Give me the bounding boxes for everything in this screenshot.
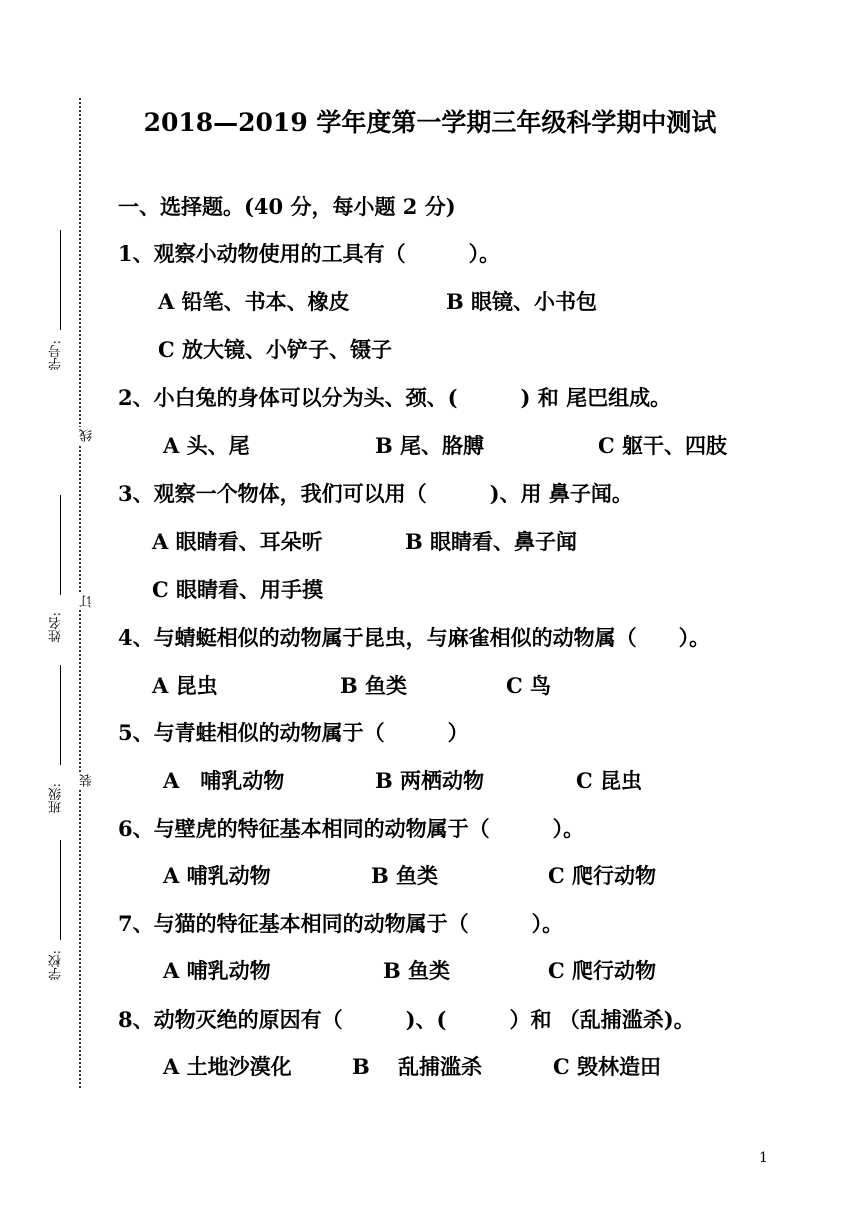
option-c: C 爬行动物: [548, 863, 657, 888]
page-title: 2018—2019 学年度第一学期三年级科学期中测试: [143, 108, 717, 137]
binding-mark-xian: 线: [80, 429, 95, 442]
binding-mark-zhuang: 装: [80, 774, 95, 787]
option-c: C 放大镜、小铲子、镊子: [158, 337, 393, 362]
option-a: A 铅笔、书本、橡皮: [158, 289, 350, 314]
question-5: 5、与青蛙相似的动物属于（ ）: [118, 720, 469, 745]
school-label: 学校:: [49, 950, 64, 981]
question-4: 4、与蜻蜓相似的动物属于昆虫，与麻雀相似的动物属（ ）。: [118, 625, 711, 650]
option-c: C 躯干、四肢: [598, 433, 728, 458]
question-1: 1、观察小动物使用的工具有（ ）。: [118, 241, 501, 266]
option-a: A 哺乳动物: [163, 958, 271, 983]
question-7: 7、与猫的特征基本相同的动物属于（ ）。: [118, 911, 564, 936]
school-line: [60, 840, 61, 940]
option-b: B 鱼类: [383, 958, 451, 983]
option-b: B 鱼类: [371, 863, 439, 888]
option-a: A 头、尾: [163, 433, 250, 458]
option-c: C 鸟: [506, 673, 552, 698]
option-c: C 昆虫: [576, 768, 643, 793]
section-heading: 一、选择题。(40 分，每小题 2 分): [118, 194, 456, 219]
student-id-line: [60, 230, 61, 330]
student-id-label: 学号:: [49, 340, 64, 371]
option-a: A 哺乳动物: [163, 863, 271, 888]
option-b: B 两栖动物: [375, 768, 485, 793]
option-c: C 眼睛看、用手摸: [152, 577, 324, 602]
class-label: 班级:: [49, 783, 64, 814]
question-2: 2、小白兔的身体可以分为头、颈、( ) 和 尾巴组成。: [118, 385, 672, 410]
question-3: 3、观察一个物体，我们可以用（ )、用 鼻子闻。: [118, 481, 633, 506]
name-label: 姓名:: [49, 612, 64, 643]
page-number: 1: [759, 1150, 768, 1166]
binding-mark-ding: 订: [80, 595, 95, 608]
option-b: B 尾、胳膊: [375, 433, 485, 458]
option-a: A 昆虫: [152, 673, 218, 698]
option-a: A 哺乳动物: [163, 768, 285, 793]
option-b: B 眼睛看、鼻子闻: [405, 529, 578, 554]
option-a: A 眼睛看、耳朵听: [152, 529, 323, 554]
question-8: 8、动物灭绝的原因有（ )、( ）和 （乱捕滥杀)。: [118, 1007, 695, 1032]
name-line: [60, 495, 61, 595]
option-b: B 鱼类: [340, 673, 408, 698]
option-a: A 土地沙漠化: [163, 1054, 292, 1079]
option-b: B 乱捕滥杀: [352, 1054, 483, 1079]
option-c: C 毁林造田: [553, 1054, 662, 1079]
question-6: 6、与壁虎的特征基本相同的动物属于（ ）。: [118, 816, 585, 841]
option-b: B 眼镜、小书包: [446, 289, 598, 314]
class-line: [60, 665, 61, 765]
option-c: C 爬行动物: [548, 958, 657, 983]
